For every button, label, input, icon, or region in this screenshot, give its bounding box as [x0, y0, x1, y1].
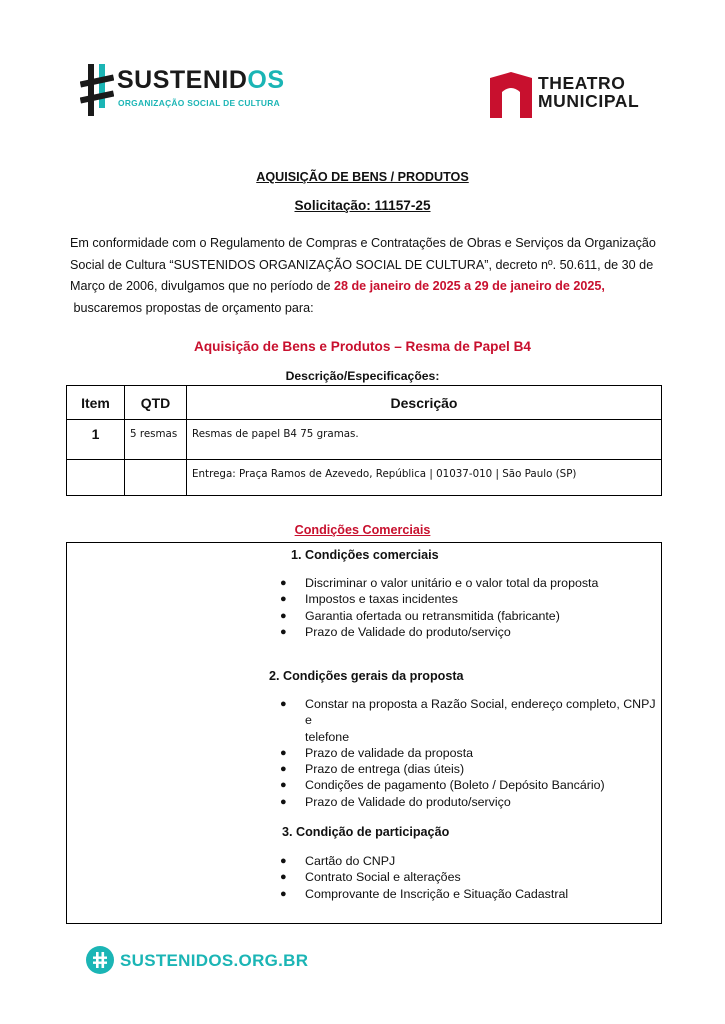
conditions-heading: Condições Comerciais — [294, 523, 431, 537]
list-item: ● Prazo de entrega (dias úteis) — [280, 762, 465, 777]
cell-qtd: 5 resmas — [125, 420, 187, 460]
conditions-box — [66, 542, 662, 924]
section-title: 2. Condições gerais da proposta — [269, 669, 464, 683]
hash-circle-icon — [86, 946, 114, 974]
theatro-municipal-wordmark — [538, 74, 639, 110]
document-title: AQUISIÇÃO DE BENS / PRODUTOS — [256, 170, 469, 184]
list-item: ● Prazo de Validade do produto/serviço — [280, 794, 511, 809]
header-descricao: Descrição — [187, 386, 662, 420]
list-item: ● Discriminar o valor unitário e o valor total da proposta — [280, 576, 599, 590]
sustenidos-wordmark: SUSTENIDOS — [117, 66, 285, 94]
intro-line: Março de 2006, divulgamos que no período de 28 de janeiro de 2025 a 29 de janeiro de 2025, — [70, 279, 605, 293]
table-row — [67, 460, 662, 496]
list-item: ● Condições de pagamento (Boleto / Depósito Bancário) — [280, 778, 605, 793]
header-item: Item — [67, 386, 125, 420]
theatre-arch-icon — [490, 72, 532, 118]
table-row — [67, 420, 662, 460]
municipal-line: MUNICIPAL — [538, 91, 640, 111]
list-item: ● Comprovante de Inscrição e Situação Cadastral — [280, 886, 569, 901]
cell-item: 1 — [67, 420, 125, 460]
acquisition-subtitle: Aquisição de Bens e Produtos – Resma de Papel B4 — [194, 339, 531, 354]
spec-label: Descrição/Especificações: — [285, 369, 440, 383]
intro-line: Social de Cultura “SUSTENIDOS ORGANIZAÇÃO SOCIAL DE CULTURA”, decreto nº. 50.611, de 30 de — [70, 257, 654, 272]
cell-descricao: Resmas de papel B4 75 gramas. — [187, 420, 662, 460]
list-item: ● Garantia ofertada ou retransmitida (fabricante) — [280, 608, 560, 623]
period-dates: 28 de janeiro de 2025 a 29 de janeiro de 2025, — [333, 279, 605, 293]
hash-logo-icon — [80, 64, 114, 116]
intro-line: buscaremos propostas de orçamento para: — [70, 300, 314, 315]
section-list — [280, 696, 656, 810]
theatro-line: THEATRO — [538, 73, 626, 93]
list-item: ● Constar na proposta a Razão Social, endereço completo, CNPJ e telefone — [280, 697, 656, 744]
list-item: ● Prazo de validade da proposta — [280, 745, 474, 760]
cell-qtd — [125, 460, 187, 496]
list-item: ● Prazo de Validade do produto/serviço — [280, 624, 511, 639]
section-list — [280, 853, 568, 902]
list-item: ● Impostos e taxas incidentes — [280, 592, 458, 607]
section-list — [280, 575, 598, 640]
list-item: ● Cartão do CNPJ — [280, 854, 396, 868]
items-table — [66, 385, 662, 496]
request-number: Solicitação: 11157-25 — [294, 198, 431, 213]
section-title: 1. Condições comerciais — [291, 548, 439, 562]
sustenidos-tagline: ORGANIZAÇÃO SOCIAL DE CULTURA — [118, 98, 280, 108]
footer-website-link[interactable]: SUSTENIDOS.ORG.BR — [120, 951, 309, 970]
cell-item — [67, 460, 125, 496]
table-header-row — [67, 386, 662, 420]
cell-descricao: Entrega: Praça Ramos de Azevedo, República | 01037-010 | São Paulo (SP) — [187, 460, 662, 496]
list-item: ● Contrato Social e alterações — [280, 870, 461, 885]
header-qtd: QTD — [125, 386, 187, 420]
intro-line: Em conformidade com o Regulamento de Compras e Contratações de Obras e Serviços da Organização — [70, 236, 656, 250]
intro-paragraph — [70, 233, 660, 319]
section-title: 3. Condição de participação — [282, 825, 450, 839]
